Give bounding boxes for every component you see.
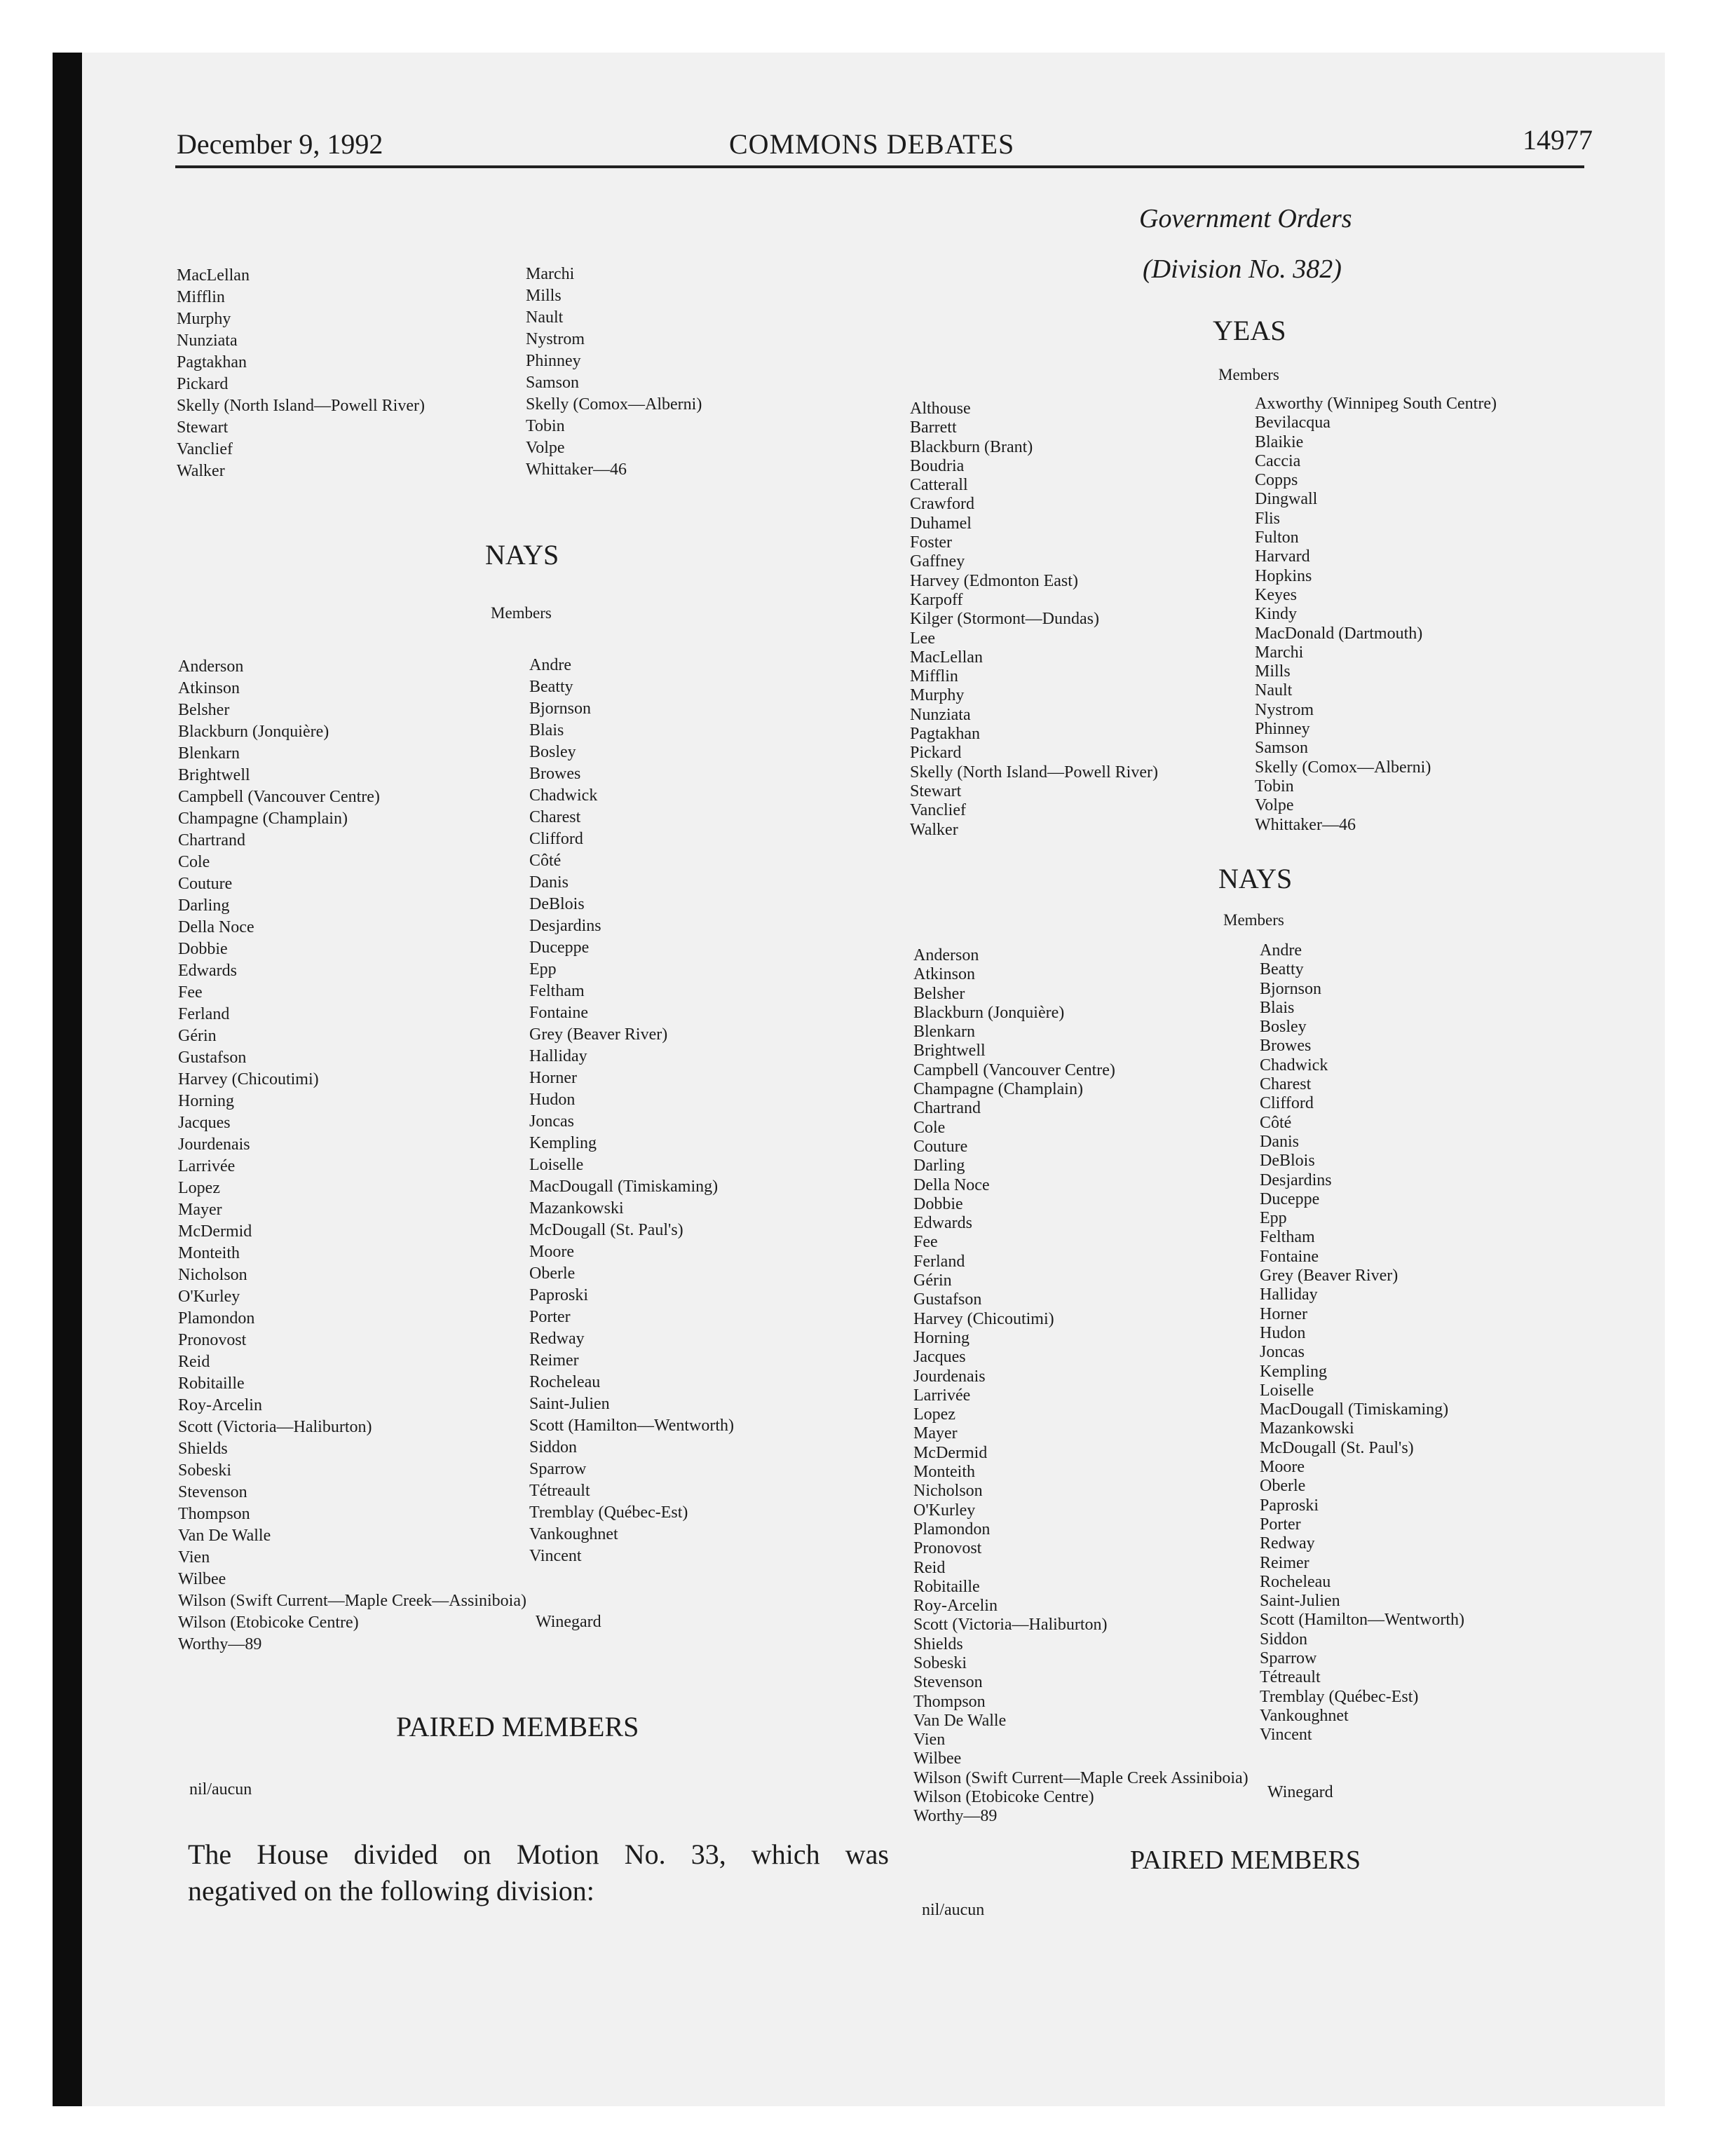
member-name: Chadwick (1260, 1056, 1328, 1074)
member-name: Paproski (529, 1286, 588, 1304)
division-paragraph-line1: The House divided on Motion No. 33, which was (188, 1838, 889, 1870)
member-name: O'Kurley (913, 1501, 976, 1520)
member-name: Reid (913, 1558, 946, 1577)
member-name: Desjardins (1260, 1171, 1332, 1189)
member-name: Tétreault (1260, 1668, 1321, 1687)
member-name: Blaikie (1255, 432, 1304, 451)
left-nays-col2 (529, 655, 734, 1567)
member-name: Samson (526, 374, 580, 392)
member-name: Horner (1260, 1304, 1307, 1323)
member-name: Samson (1255, 739, 1309, 758)
member-name: Rocheleau (529, 1373, 601, 1391)
member-name: Volpe (1255, 796, 1294, 815)
member-name: Whittaker—46 (1255, 815, 1356, 834)
member-name: Beatty (529, 678, 573, 696)
left-yeas-continued-col1 (177, 265, 425, 482)
member-name: Vanclief (177, 440, 233, 458)
member-name: MacLellan (910, 648, 983, 667)
member-name: Sparrow (1260, 1649, 1317, 1667)
member-name: Phinney (1255, 720, 1310, 739)
member-name: Hopkins (1255, 566, 1312, 585)
member-name: Horner (529, 1069, 577, 1087)
member-name: Shields (178, 1440, 228, 1458)
member-name: Vankoughnet (1260, 1706, 1349, 1725)
member-name: Kempling (529, 1134, 597, 1152)
member-name: Belsher (913, 984, 965, 1003)
member-name: Mills (526, 287, 562, 305)
member-name: Murphy (910, 686, 965, 705)
member-name: Catterall (910, 476, 968, 495)
member-name: Desjardins (529, 917, 601, 935)
member-name: Browes (1260, 1037, 1312, 1056)
member-name: Scott (Hamilton—Wentworth) (529, 1417, 735, 1435)
left-paired-value: nil/aucun (189, 1780, 252, 1799)
member-name: Redway (1260, 1534, 1315, 1553)
right-yeas-col1 (910, 400, 1158, 840)
member-name: MacDougall (Timiskaming) (529, 1178, 719, 1196)
member-name: Jacques (178, 1114, 231, 1132)
member-name: Kilger (Stormont—Dundas) (910, 610, 1099, 629)
member-name: Joncas (529, 1112, 574, 1131)
member-name: Scott (Victoria—Haliburton) (913, 1616, 1108, 1635)
member-name: Ferland (178, 1005, 230, 1023)
division-number: (Division No. 382) (1143, 254, 1342, 284)
member-name: Thompson (913, 1692, 986, 1711)
member-name: Vien (913, 1731, 946, 1749)
member-name: Epp (1260, 1209, 1287, 1228)
member-name: Dobbie (913, 1194, 963, 1213)
member-name: McDougall (St. Paul's) (1260, 1438, 1414, 1457)
member-name: Vincent (1260, 1726, 1312, 1745)
member-name: Mayer (913, 1424, 958, 1443)
member-name: Horning (913, 1328, 969, 1347)
member-name: Blackburn (Brant) (910, 437, 1033, 456)
member-name: Wilson (Etobicoke Centre) (913, 1788, 1094, 1807)
member-name: Althouse (910, 400, 971, 418)
member-name: Chadwick (529, 786, 598, 805)
right-paired-value: nil/aucun (922, 1901, 985, 1919)
member-name: Gustafson (913, 1290, 982, 1309)
member-name: Feltham (1260, 1228, 1315, 1247)
member-name: Tétreault (529, 1482, 590, 1500)
member-name: Harvard (1255, 547, 1310, 566)
member-name: Pronovost (178, 1331, 247, 1349)
member-name: Blenkarn (913, 1023, 975, 1042)
member-name: Vanclief (910, 801, 966, 820)
member-name: Duceppe (529, 939, 590, 957)
member-name: Tobin (1255, 777, 1294, 796)
member-name: Gérin (178, 1027, 217, 1045)
member-name: Andre (529, 656, 571, 674)
member-name: Van De Walle (178, 1527, 271, 1545)
division-paragraph (188, 1836, 889, 1909)
member-name: Murphy (177, 310, 231, 328)
member-name: Anderson (913, 946, 979, 964)
member-name: Dingwall (1255, 490, 1318, 509)
member-name: Worthy—89 (178, 1635, 262, 1653)
member-name: Karpoff (910, 590, 963, 609)
scan-edge-bar (53, 53, 82, 2106)
member-name: Jourdenais (913, 1367, 986, 1386)
member-name: Vankoughnet (529, 1525, 618, 1543)
member-name: Oberle (529, 1264, 576, 1283)
member-name: Nunziata (177, 332, 238, 350)
member-name: Chartrand (913, 1099, 981, 1118)
member-name: Blackburn (Jonquière) (913, 1003, 1065, 1022)
member-name: Siddon (1260, 1630, 1308, 1649)
member-name: Halliday (1260, 1285, 1318, 1304)
member-name: Reimer (1260, 1553, 1309, 1572)
member-name: Larrivée (178, 1157, 236, 1175)
member-name: Vincent (529, 1547, 582, 1565)
member-name: Couture (913, 1137, 968, 1156)
member-name: Belsher (178, 701, 230, 719)
member-name: Moore (529, 1243, 574, 1261)
member-name: Della Noce (913, 1175, 990, 1194)
member-name: Clifford (1260, 1094, 1314, 1113)
member-name: Gustafson (178, 1049, 247, 1067)
member-name: Hudon (529, 1091, 576, 1109)
member-name: Skelly (North Island—Powell River) (177, 397, 425, 415)
member-name: Skelly (Comox—Alberni) (1255, 758, 1431, 777)
member-name: McDougall (St. Paul's) (529, 1221, 683, 1239)
member-name: Phinney (526, 352, 581, 370)
member-name: Moore (1260, 1458, 1305, 1477)
division-paragraph-line2: negatived on the following division: (188, 1875, 594, 1906)
member-name: Reid (178, 1353, 210, 1371)
member-name: Stevenson (913, 1673, 983, 1692)
member-name: Van De Walle (913, 1711, 1007, 1730)
member-name: Whittaker—46 (526, 460, 627, 479)
member-name: Della Noce (178, 918, 254, 936)
member-name: Porter (1260, 1515, 1301, 1534)
right-nays-members-label: Members (1223, 911, 1284, 929)
header-rule (175, 165, 1584, 168)
member-name: Côté (529, 852, 562, 870)
right-nays-col2-last: Winegard (1267, 1783, 1333, 1801)
member-name: Lopez (178, 1179, 220, 1197)
member-name: Stewart (910, 782, 962, 800)
right-nays-heading: NAYS (1218, 863, 1293, 894)
member-name: Skelly (Comox—Alberni) (526, 395, 702, 414)
member-name: Harvey (Edmonton East) (910, 571, 1078, 590)
member-name: Bevilacqua (1255, 414, 1331, 432)
member-name: Rocheleau (1260, 1572, 1331, 1591)
member-name: Fee (178, 983, 203, 1002)
member-name: McDermid (178, 1222, 252, 1241)
member-name: Grey (Beaver River) (1260, 1267, 1399, 1285)
member-name: Paproski (1260, 1496, 1319, 1515)
member-name: Tremblay (Québec-Est) (1260, 1687, 1419, 1706)
member-name: Grey (Beaver River) (529, 1025, 668, 1044)
member-name: MacDonald (Dartmouth) (1255, 624, 1423, 643)
member-name: Loiselle (529, 1156, 584, 1174)
member-name: Joncas (1260, 1343, 1305, 1362)
member-name: Vien (178, 1548, 210, 1567)
member-name: Mazankowski (529, 1199, 624, 1217)
member-name: Nicholson (913, 1482, 983, 1501)
member-name: Monteith (178, 1244, 240, 1262)
member-name: Stewart (177, 418, 229, 437)
member-name: Wilbee (178, 1570, 226, 1588)
right-nays-col2 (1260, 941, 1464, 1745)
member-name: Loiselle (1260, 1381, 1314, 1400)
left-nays-col1 (178, 656, 526, 1656)
left-paired-heading: PAIRED MEMBERS (396, 1711, 639, 1742)
member-name: Mifflin (177, 288, 225, 306)
member-name: Sparrow (529, 1460, 587, 1478)
member-name: Blackburn (Jonquière) (178, 723, 329, 741)
member-name: Kindy (1255, 605, 1297, 624)
member-name: Darling (178, 896, 230, 915)
member-name: Pickard (177, 375, 229, 393)
member-name: Andre (1260, 941, 1302, 960)
member-name: Nault (1255, 681, 1293, 700)
member-name: O'Kurley (178, 1288, 240, 1306)
member-name: Oberle (1260, 1477, 1306, 1496)
member-name: Cole (178, 853, 210, 871)
member-name: Gérin (913, 1271, 952, 1290)
member-name: MacLellan (177, 266, 250, 285)
header-page-number: 14977 (1523, 124, 1593, 156)
member-name: Campbell (Vancouver Centre) (913, 1060, 1115, 1079)
member-name: Duceppe (1260, 1189, 1320, 1208)
member-name: Porter (529, 1308, 571, 1326)
member-name: Pagtakhan (910, 725, 980, 744)
member-name: Robitaille (913, 1577, 980, 1596)
header-title: COMMONS DEBATES (729, 128, 1015, 160)
member-name: Bosley (529, 743, 576, 761)
member-name: Roy-Arcelin (178, 1396, 262, 1414)
member-name: Blais (1260, 998, 1295, 1017)
member-name: Hudon (1260, 1323, 1306, 1342)
member-name: Brightwell (178, 766, 250, 784)
right-nays-col1 (913, 946, 1248, 1827)
member-name: Volpe (526, 439, 565, 457)
member-name: Harvey (Chicoutimi) (913, 1309, 1054, 1328)
member-name: Atkinson (913, 965, 976, 984)
member-name: Saint-Julien (1260, 1592, 1340, 1611)
member-name: Charest (529, 808, 581, 826)
member-name: Feltham (529, 982, 585, 1000)
member-name: Axworthy (Winnipeg South Centre) (1255, 395, 1497, 413)
member-name: Harvey (Chicoutimi) (178, 1070, 319, 1089)
member-name: Champagne (Champlain) (178, 810, 348, 828)
member-name: Nunziata (910, 705, 971, 724)
member-name: Stevenson (178, 1483, 247, 1501)
member-name: DeBlois (529, 895, 585, 913)
member-name: Jourdenais (178, 1135, 250, 1154)
member-name: Worthy—89 (913, 1807, 998, 1826)
member-name: Pagtakhan (177, 353, 247, 371)
member-name: Epp (529, 960, 557, 978)
member-name: Gaffney (910, 552, 965, 571)
member-name: Caccia (1255, 451, 1301, 470)
member-name: Barrett (910, 418, 957, 437)
member-name: Fee (913, 1233, 938, 1252)
member-name: DeBlois (1260, 1152, 1315, 1171)
right-paired-heading: PAIRED MEMBERS (1130, 1845, 1361, 1875)
member-name: Siddon (529, 1438, 578, 1456)
member-name: Brightwell (913, 1042, 986, 1060)
member-name: Redway (529, 1330, 585, 1348)
member-name: Couture (178, 875, 233, 893)
member-name: Nystrom (1255, 700, 1314, 719)
member-name: Wilson (Etobicoke Centre) (178, 1613, 359, 1632)
member-name: Côté (1260, 1113, 1292, 1132)
member-name: Pickard (910, 744, 962, 763)
member-name: Bjornson (1260, 979, 1322, 998)
member-name: Campbell (Vancouver Centre) (178, 788, 380, 806)
member-name: Wilson (Swift Current—Maple Creek—Assiniboia) (178, 1592, 526, 1610)
member-name: Horning (178, 1092, 234, 1110)
member-name: Halliday (529, 1047, 587, 1065)
member-name: Bjornson (529, 700, 592, 718)
member-name: Nault (526, 308, 564, 327)
member-name: Keyes (1255, 585, 1297, 604)
member-name: Edwards (913, 1214, 972, 1233)
member-name: Mifflin (910, 667, 958, 686)
member-name: Edwards (178, 962, 237, 980)
member-name: Flis (1255, 509, 1281, 528)
member-name: Mills (1255, 662, 1291, 681)
member-name: Kempling (1260, 1362, 1327, 1381)
member-name: Monteith (913, 1463, 975, 1482)
member-name: Reimer (529, 1351, 579, 1370)
member-name: Pronovost (913, 1539, 982, 1558)
member-name: Beatty (1260, 960, 1304, 979)
member-name: Blenkarn (178, 744, 240, 763)
member-name: Nystrom (526, 330, 585, 348)
member-name: Dobbie (178, 940, 228, 958)
member-name: Cole (913, 1118, 946, 1137)
member-name: Nicholson (178, 1266, 247, 1284)
member-name: Mazankowski (1260, 1419, 1354, 1438)
member-name: Ferland (913, 1252, 965, 1271)
member-name: Jacques (913, 1348, 966, 1367)
header-date: December 9, 1992 (177, 128, 383, 160)
member-name: Sobeski (178, 1461, 232, 1480)
member-name: Bosley (1260, 1018, 1307, 1037)
member-name: Blais (529, 721, 564, 739)
member-name: Lee (910, 629, 935, 648)
member-name: Thompson (178, 1505, 250, 1523)
left-nays-col2-last: Winegard (536, 1613, 601, 1631)
member-name: Roy-Arcelin (913, 1597, 998, 1616)
section-title: Government Orders (1139, 204, 1352, 233)
right-yeas-members-label: Members (1218, 366, 1279, 383)
member-name: Champagne (Champlain) (913, 1080, 1083, 1099)
member-name: Walker (177, 462, 225, 480)
member-name: Tobin (526, 417, 565, 435)
left-nays-heading: NAYS (485, 539, 559, 571)
member-name: Walker (910, 820, 958, 839)
member-name: Sobeski (913, 1653, 967, 1672)
member-name: Anderson (178, 657, 244, 676)
member-name: Crawford (910, 495, 974, 514)
member-name: Fulton (1255, 528, 1299, 547)
member-name: Robitaille (178, 1374, 245, 1393)
member-name: Chartrand (178, 831, 245, 850)
member-name: Skelly (North Island—Powell River) (910, 763, 1158, 782)
member-name: Clifford (529, 830, 583, 848)
right-yeas-heading: YEAS (1213, 315, 1286, 346)
member-name: MacDougall (Timiskaming) (1260, 1400, 1449, 1419)
member-name: Boudria (910, 456, 965, 475)
member-name: McDermid (913, 1443, 988, 1462)
member-name: Marchi (1255, 643, 1304, 662)
member-name: Wilbee (913, 1749, 962, 1768)
member-name: Lopez (913, 1405, 955, 1424)
member-name: Marchi (526, 265, 575, 283)
member-name: Tremblay (Québec-Est) (529, 1503, 688, 1522)
member-name: Danis (529, 873, 569, 892)
member-name: Duhamel (910, 514, 972, 533)
member-name: Fontaine (529, 1004, 588, 1022)
member-name: Copps (1255, 471, 1298, 490)
member-name: Scott (Hamilton—Wentworth) (1260, 1611, 1465, 1630)
member-name: Shields (913, 1635, 963, 1653)
member-name: Larrivée (913, 1386, 971, 1405)
right-yeas-col2 (1255, 395, 1497, 835)
member-name: Foster (910, 533, 952, 552)
member-name: Charest (1260, 1075, 1312, 1094)
member-name: Scott (Victoria—Haliburton) (178, 1418, 372, 1436)
member-name: Plamondon (913, 1520, 991, 1538)
member-name: Atkinson (178, 679, 240, 697)
member-name: Wilson (Swift Current—Maple Creek Assiniboia) (913, 1768, 1248, 1787)
member-name: Mayer (178, 1201, 222, 1219)
member-name: Plamondon (178, 1309, 255, 1328)
member-name: Browes (529, 765, 581, 783)
member-name: Fontaine (1260, 1247, 1319, 1266)
left-yeas-continued-col2 (526, 264, 702, 481)
left-nays-members-label: Members (491, 604, 552, 622)
member-name: Danis (1260, 1132, 1299, 1151)
member-name: Saint-Julien (529, 1395, 610, 1413)
member-name: Darling (913, 1157, 965, 1175)
